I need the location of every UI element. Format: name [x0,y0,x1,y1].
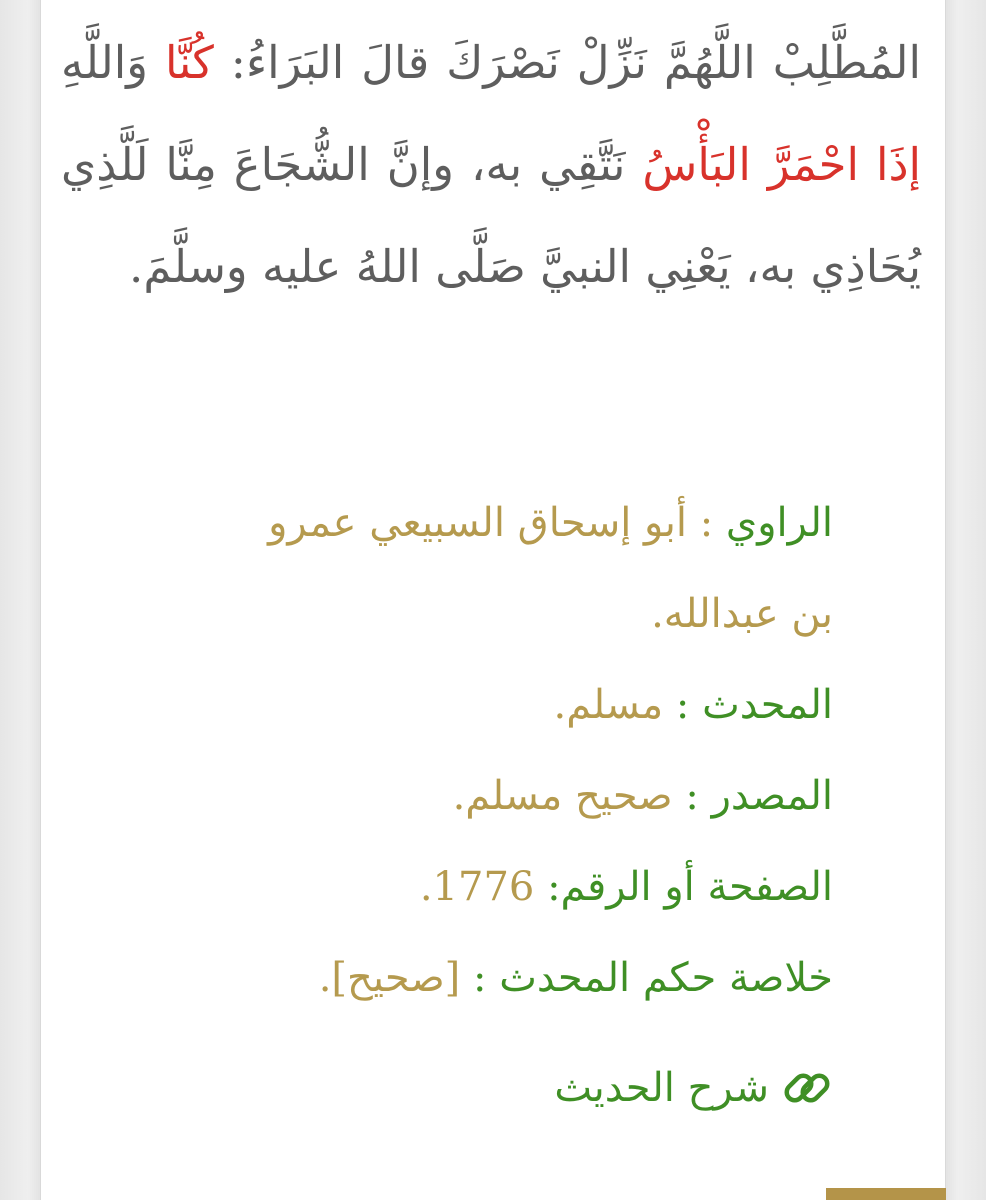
muhaddith-value: مسلم. [553,682,664,728]
bottom-tab-indicator[interactable] [826,1188,946,1200]
left-background-margin [0,0,40,1200]
narrator-value: أبو إسحاق السبيعي عمرو [268,500,687,546]
hadith-text-part-1: المُطَّلِبْ اللَّهُمَّ نَزِّلْ نَصْرَكَ قالَ البَرَاءُ: [213,36,921,89]
source-separator: : [685,773,699,819]
ruling-value: [صحيح]. [318,955,461,1001]
hadith-highlight-2: إذَا احْمَرَّ البَأْسُ [642,138,921,191]
hadith-text-part-2: وَاللَّهِ [61,36,166,89]
link-icon [781,1062,833,1114]
ruling-row [53,933,833,1024]
source-row [53,751,833,842]
hadith-info [53,478,833,1024]
hadith-text-part-3: نَتَّقِي به، وإنَّ الشُّجَاعَ مِنَّا لَلَّذِي يُحَاذِي به، يَعْنِي النبيَّ صَلَّى اللهُ عليه وسلَّمَ. [61,138,921,293]
hadith-text [61,12,921,318]
hadith-explanation-link[interactable] [554,1038,833,1138]
page-number-label: الصفحة أو الرقم: [547,864,833,910]
source-label: المصدر [711,773,833,819]
narrator-separator: : [699,500,714,546]
source-value: صحيح مسلم. [452,773,673,819]
ruling-label: خلاصة حكم المحدث [499,955,833,1001]
muhaddith-separator: : [675,682,690,728]
page-number-row [53,842,833,933]
explanation-label: شرح الحديث [554,1065,769,1111]
ruling-separator: : [473,955,487,1001]
narrator-row [53,478,833,569]
hadith-card [40,0,946,1200]
right-background-margin [946,0,986,1200]
hadith-highlight-1: كُنَّا [165,36,214,89]
muhaddith-label: المحدث [702,682,833,728]
narrator-value-continued: بن عبدالله. [651,591,833,637]
muhaddith-row [53,660,833,751]
narrator-label: الراوي [725,500,833,546]
page-number-value: 1776. [419,864,535,910]
